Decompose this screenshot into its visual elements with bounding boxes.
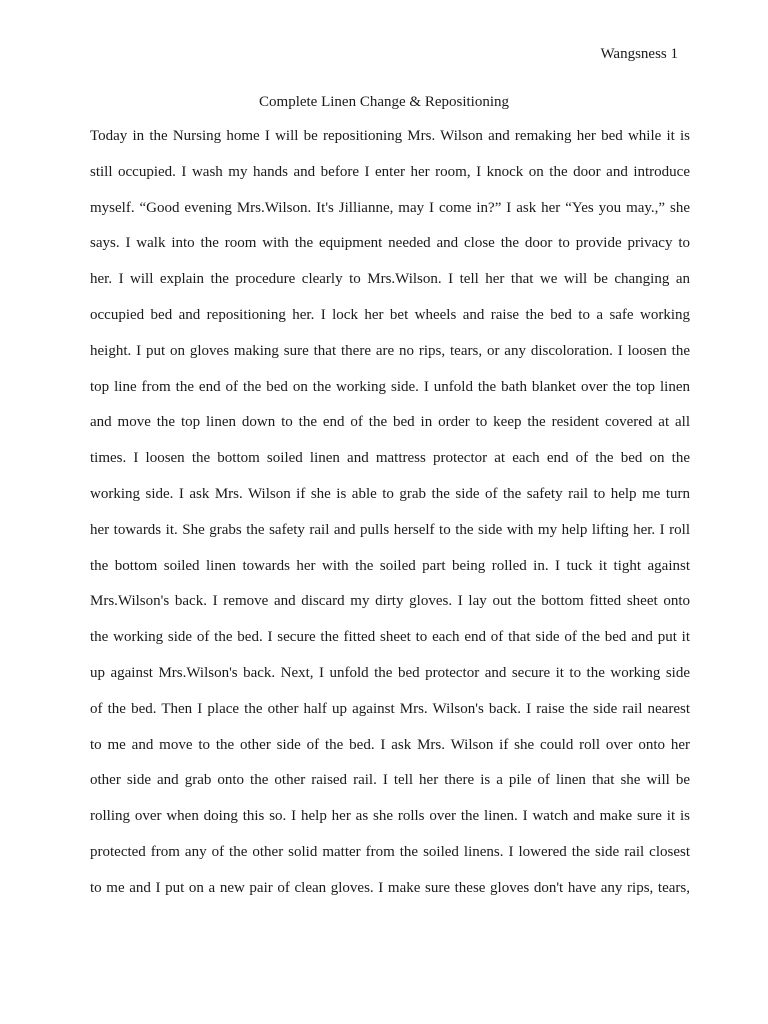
- page-header: Wangsness 1: [600, 46, 678, 62]
- text-line: occupied bed and repositioning her. I lock her bet wheels and raise the bed to a safe working: [90, 306, 690, 323]
- text-line: of the bed. Then I place the other half up against Mrs. Wilson's back. I raise the side rail nearest: [90, 700, 690, 717]
- text-line: her towards it. She grabs the safety rail and pulls herself to the side with my help lifting her. I roll: [90, 521, 690, 538]
- text-line: still occupied. I wash my hands and before I enter her room, I knock on the door and introduce: [90, 163, 690, 180]
- text-line: Today in the Nursing home I will be repositioning Mrs. Wilson and remaking her bed while it is: [90, 128, 690, 144]
- text-line: to me and I put on a new pair of clean gloves. I make sure these gloves don't have any rips, tears,: [90, 879, 690, 896]
- text-line: to me and move to the other side of the bed. I ask Mrs. Wilson if she could roll over onto her: [90, 736, 690, 753]
- text-line: the bottom soiled linen towards her with the soiled part being rolled in. I tuck it tight against: [90, 557, 690, 574]
- text-line: rolling over when doing this so. I help her as she rolls over the linen. I watch and make sure it is: [90, 808, 690, 825]
- body-text: [90, 126, 690, 914]
- text-line: height. I put on gloves making sure that there are no rips, tears, or any discoloration. I loosen the: [90, 342, 690, 359]
- text-line: other side and grab onto the other raised rail. I tell her there is a pile of linen that she will be: [90, 772, 690, 789]
- text-line: says. I walk into the room with the equipment needed and close the door to provide privacy to: [90, 235, 690, 252]
- text-line: Mrs.Wilson's back. I remove and discard my dirty gloves. I lay out the bottom fitted sheet onto: [90, 593, 690, 610]
- text-line: protected from any of the other solid matter from the soiled linens. I lowered the side rail closest: [90, 843, 690, 860]
- text-line: up against Mrs.Wilson's back. Next, I unfold the bed protector and secure it to the working side: [90, 664, 690, 681]
- document-title: Complete Linen Change & Repositioning: [259, 94, 509, 110]
- text-line: myself. “Good evening Mrs.Wilson. It's Jillianne, may I come in?” I ask her “Yes you may.,” she: [90, 199, 690, 216]
- text-line: times. I loosen the bottom soiled linen and mattress protector at each end of the bed on the: [90, 450, 690, 467]
- text-line: working side. I ask Mrs. Wilson if she is able to grab the side of the safety rail to help me turn: [90, 485, 690, 502]
- text-line: the working side of the bed. I secure the fitted sheet to each end of that side of the bed and put it: [90, 629, 690, 646]
- text-line: her. I will explain the procedure clearly to Mrs.Wilson. I tell her that we will be changing an: [90, 271, 690, 288]
- text-line: top line from the end of the bed on the working side. I unfold the bath blanket over the top linen: [90, 378, 690, 395]
- text-line: and move the top linen down to the end of the bed in order to keep the resident covered at all: [90, 414, 690, 431]
